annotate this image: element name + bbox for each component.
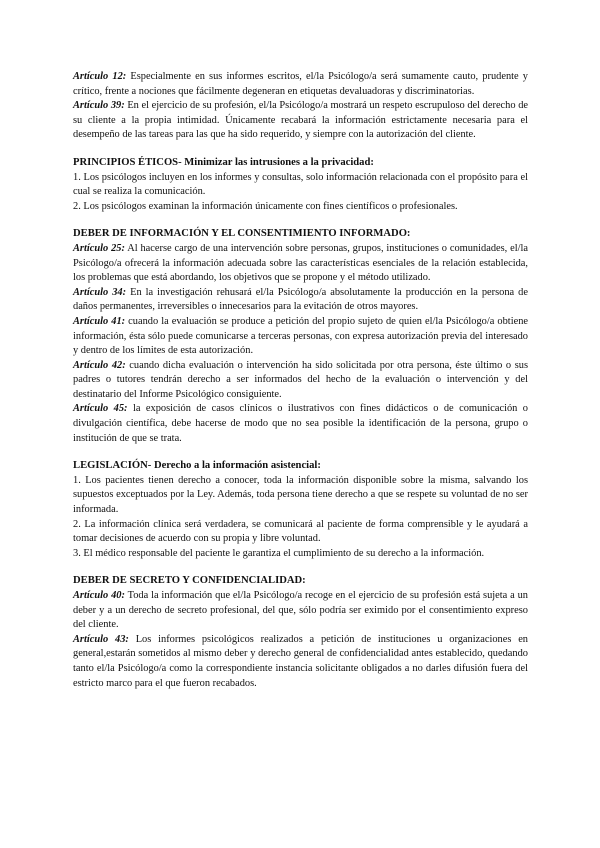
article-label: Artículo 25:	[73, 242, 125, 254]
article-label: Artículo 45:	[73, 403, 128, 415]
article-label: Artículo 42:	[73, 359, 126, 371]
article-12	[73, 70, 528, 99]
article-42	[73, 359, 528, 403]
article-text: En el ejercicio de su profesión, el/la Psicólogo/a mostrará un respeto escrupuloso del derecho de su cliente a la propia intimidad. Únicamente recabará la información estrictamente necesaria para el desempeño de las tareas para las que ha sido requerido, y siempre con la autorización del cliente.	[73, 100, 528, 141]
article-text: Al hacerse cargo de una intervención sobre personas, grupos, instituciones o comunidades, el/la Psicólogo/a ofrecerá la información adecuada sobre las características esenciales de la relación establecida, los problemas que está abordando, los objetivos que se propone y el método utilizado.	[73, 242, 529, 284]
article-label: Artículo 41:	[73, 315, 126, 327]
article-43	[73, 633, 528, 691]
list-item: 2. Los psicólogos examinan la información únicamente con fines científicos o profesionales.	[73, 200, 458, 212]
section-heading-informacion: DEBER DE INFORMACIÓN Y EL CONSENTIMIENTO INFORMADO:	[73, 228, 411, 240]
article-text: cuando la evaluación se produce a petición del propio sujeto de quien el/la Psicólogo/a obtiene información, ésta sólo puede comunicarse a terceras personas, con expresa autorización previa del interesado y dentro de los límites de esta autorización.	[73, 315, 528, 357]
article-25	[73, 242, 528, 286]
article-text: Especialmente en sus informes escritos, el/la Psicólogo/a será sumamente cauto, prudente y crítico, frente a nociones que fácilmente degeneran en etiquetas devaluadoras y discriminatorias.	[73, 71, 528, 97]
article-text: Toda la información que el/la Psicólogo/a recoge en el ejercicio de su profesión está sujeta a un deber y a un derecho de secreto profesional, del que, sólo podría ser eximido por el consentimiento expreso del cliente.	[73, 590, 528, 631]
article-34	[73, 286, 528, 315]
article-label: Artículo 43:	[73, 633, 129, 645]
article-41	[73, 315, 528, 359]
article-text: cuando dicha evaluación o intervención ha sido solicitada por otra persona, éste último o sus padres o tutores tendrán derecho a ser informados del hecho de la evaluación o intervención y del destinatario del Informe Psicológico consiguiente.	[73, 359, 529, 400]
article-label: Artículo 40:	[73, 590, 125, 601]
section-heading-legislacion: LEGISLACIÓN- Derecho a la información asistencial:	[73, 460, 321, 472]
article-label: Artículo 34:	[73, 286, 127, 298]
list-item: 1. Los psicólogos incluyen en los informes y consultas, solo información relacionada con el propósito para el cual se realiza la comunicación.	[73, 171, 528, 198]
article-text: la exposición de casos clínicos o ilustrativos con fines didácticos o de comunicación o divulgación científica, debe hacerse de modo que no sea posible la identificación de la persona, grupo o institución de que se trata.	[73, 403, 528, 444]
section-heading-principios: PRINCIPIOS ÉTICOS- Minimizar las intrusiones a la privacidad:	[73, 156, 374, 168]
article-40	[73, 589, 528, 633]
list-item: 1. Los pacientes tienen derecho a conocer, toda la información disponible sobre la misma, salvando los supuestos exceptuados por la Ley. Además, toda persona tiene derecho a que se respete su voluntad de no ser informada.	[73, 474, 528, 516]
article-label: Artículo 12:	[73, 71, 127, 82]
list-item: 3. El médico responsable del paciente le garantiza el cumplimiento de su derecho a la información.	[73, 547, 485, 559]
section-heading-secreto: DEBER DE SECRETO Y CONFIDENCIALIDAD:	[73, 575, 306, 587]
article-text: En la investigación rehusará el/la Psicólogo/a absolutamente la producción en la persona de daños permanentes, irreversibles o innecesarios para la evitación de otros mayores.	[73, 286, 528, 313]
document-body	[73, 70, 528, 691]
article-text: Los informes psicológicos realizados a petición de instituciones u organizaciones en general,estarán sometidos al mismo deber y derecho general de confidencialidad antes establecido, quedando tanto el/la Psicólogo/a como la correspondiente instancia solicitante obligados a no darles difusión fuera del estricto marco para el que fueron recabados.	[73, 633, 528, 689]
article-45	[73, 402, 528, 446]
article-label: Artículo 39:	[73, 100, 125, 112]
list-item: 2. La información clínica será verdadera, se comunicará al paciente de forma comprensible y le ayudará a tomar decisiones de acuerdo con su propia y libre voluntad.	[73, 518, 528, 545]
article-39	[73, 99, 528, 143]
